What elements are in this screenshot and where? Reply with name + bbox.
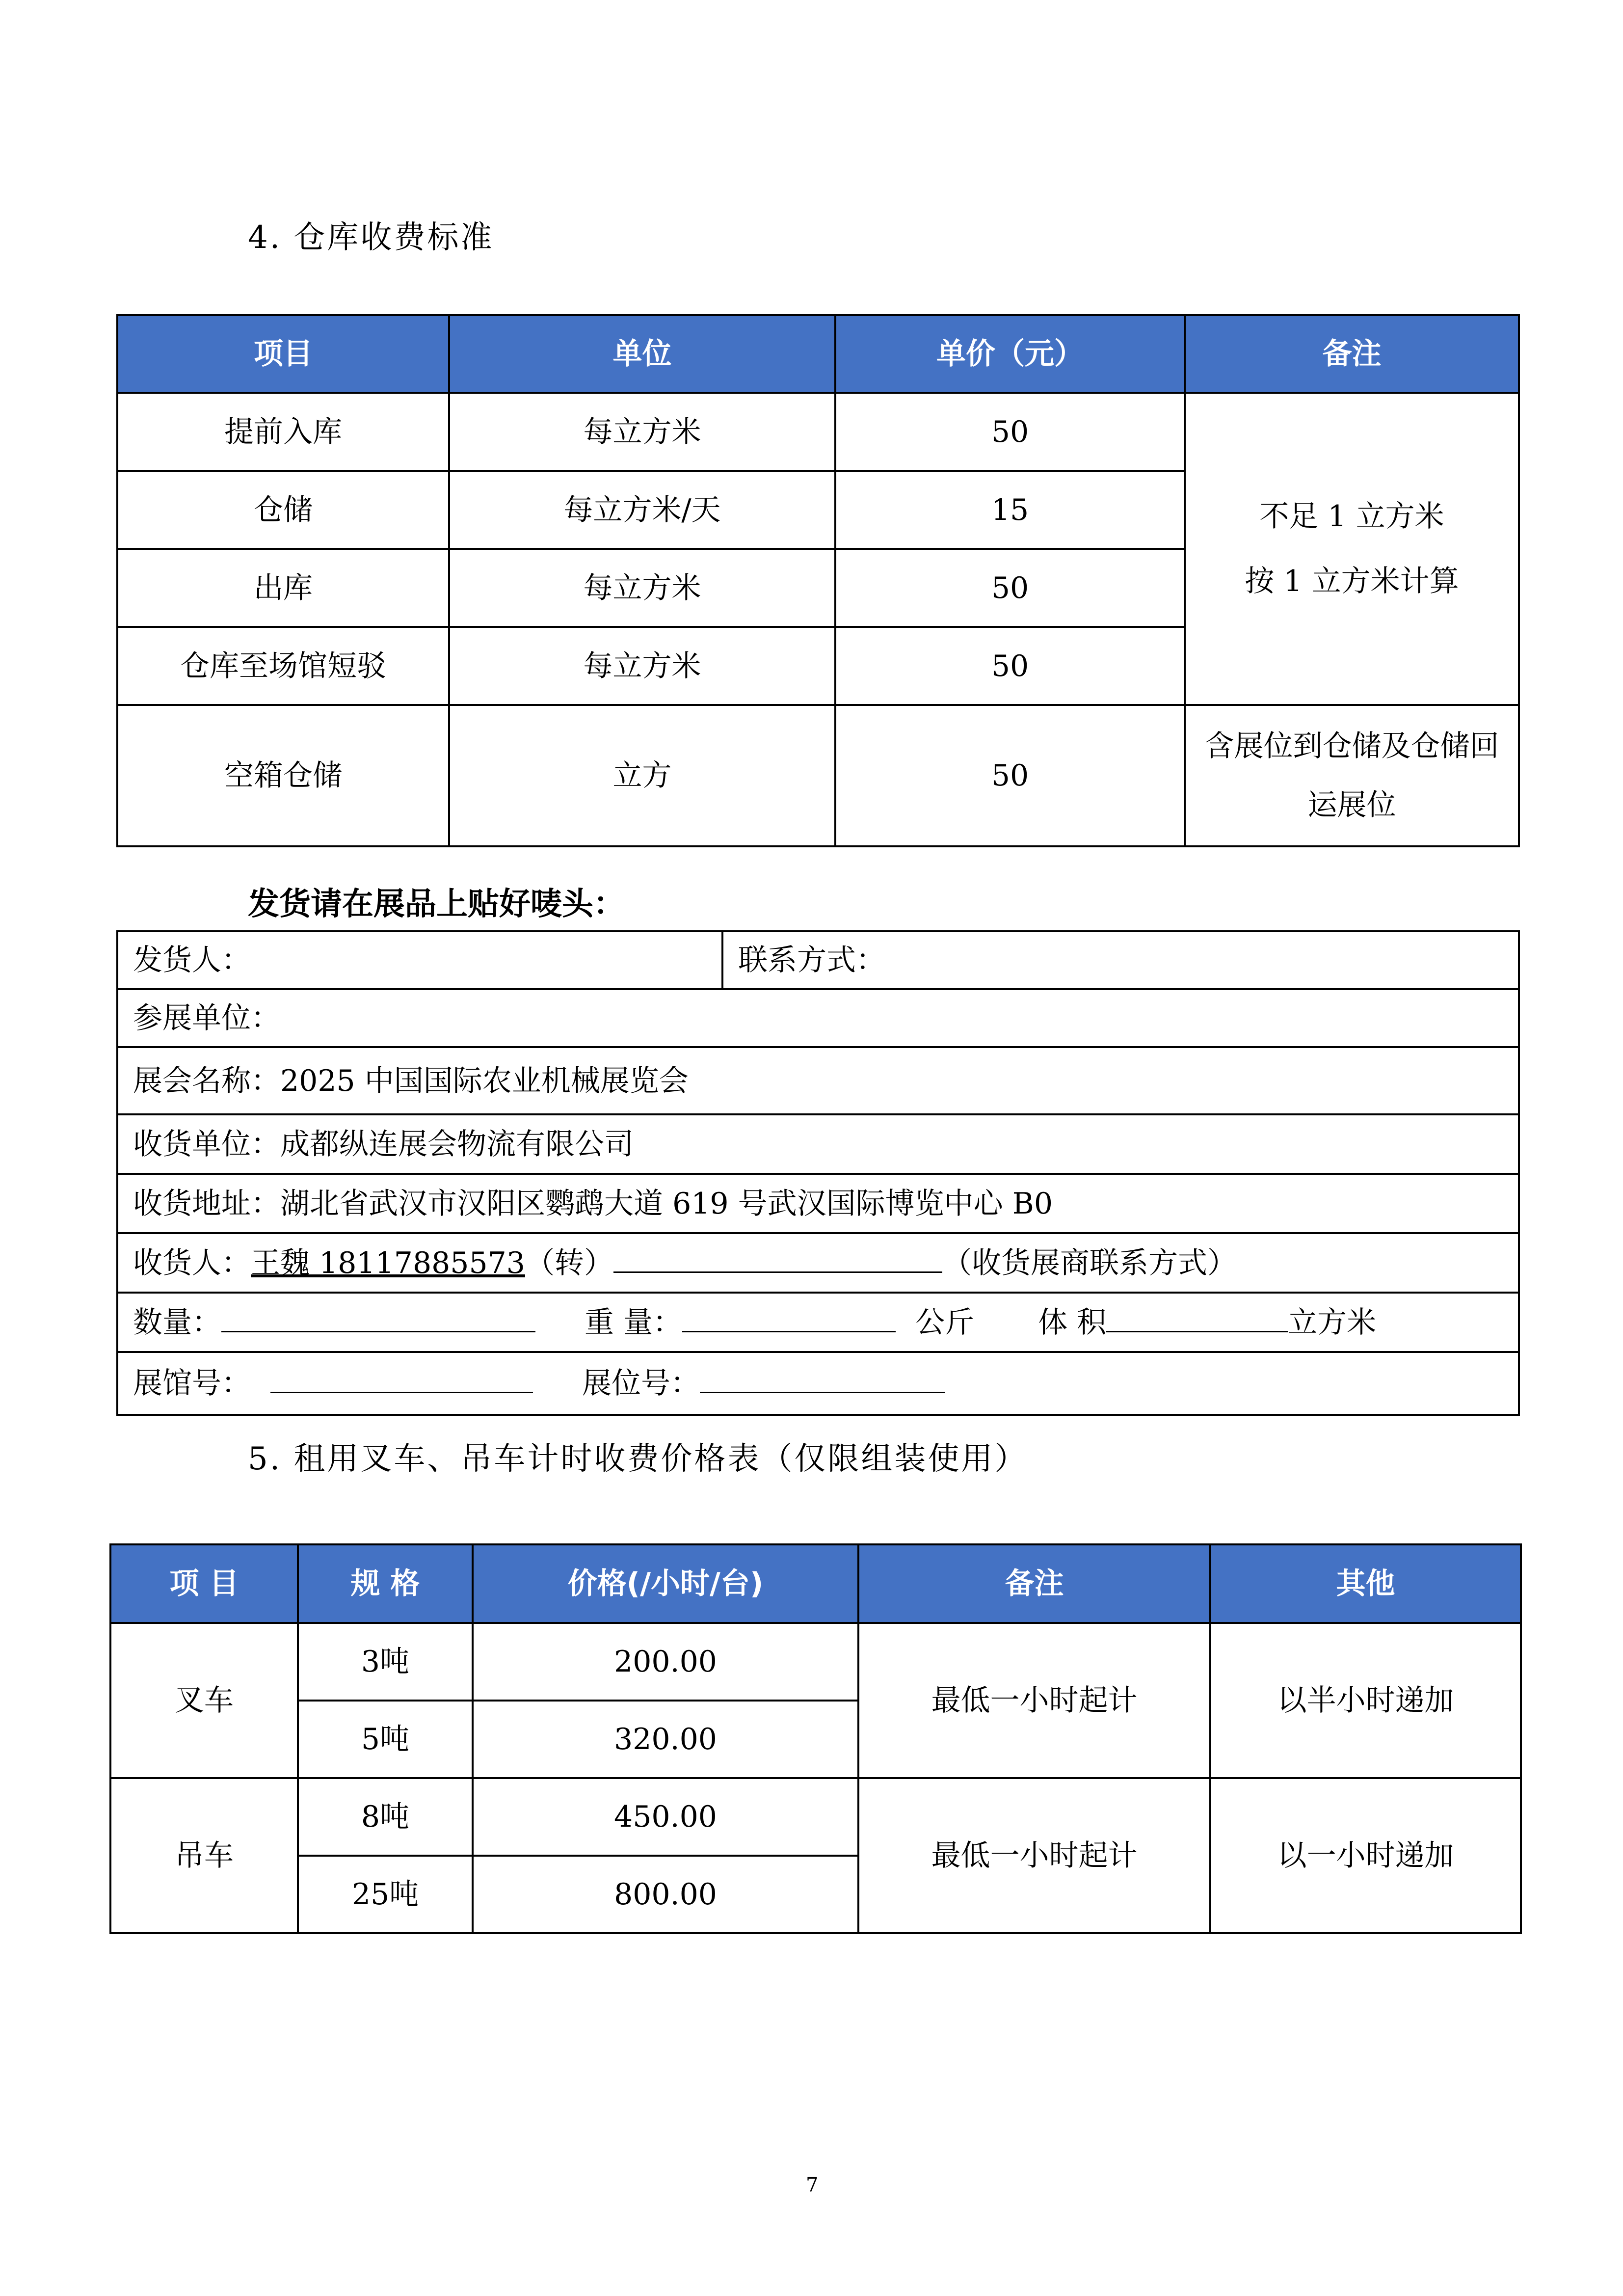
booth-blank-line [700,1362,945,1393]
booth-label: 展位号： [582,1366,700,1401]
table-row [110,1778,1521,1856]
cell-group-name: 叉车 [110,1623,298,1778]
cell-item: 出库 [117,549,449,627]
table-header-row [117,315,1519,393]
cell-unit: 立方 [449,705,835,846]
section-5-title: 5. 租用叉车、吊车计时收费价格表（仅限组装使用） [248,1441,1028,1477]
hall-label: 展馆号： [133,1366,251,1401]
cell-other: 以半小时递加 [1210,1623,1521,1778]
hall-cell [117,1352,1519,1415]
header-price: 单价（元） [835,315,1185,393]
cell-unit: 每立方米/天 [449,471,835,549]
cell-group-name: 吊车 [110,1778,298,1933]
consignee-unit-label: 收货单位： [133,1127,280,1162]
table-row [117,393,1519,471]
note-line-2: 按 1 立方米计算 [1245,564,1459,598]
table-row [117,705,1519,846]
table-row [117,989,1519,1047]
header-item: 项目 [117,315,449,393]
cell-price: 200.00 [473,1623,858,1701]
weight-unit: 公斤 [915,1305,975,1340]
cell-spec: 8吨 [298,1778,473,1856]
cell-price: 15 [835,471,1185,549]
quantity-cell [117,1293,1519,1352]
cell-item: 空箱仓储 [117,705,449,846]
cell-price: 50 [835,393,1185,471]
header-spec: 规 格 [298,1544,473,1623]
cell-price: 50 [835,705,1185,846]
hall-blank-line [270,1362,533,1393]
page-number: 7 [806,2174,819,2196]
volume-label: 体 积 [1038,1305,1107,1340]
receiver-label: 收货人： [133,1245,251,1280]
sender-cell [117,931,722,989]
header-unit: 单位 [449,315,835,393]
consignee-unit-cell [117,1114,1519,1174]
header-note: 备注 [858,1544,1210,1623]
receiver-value: 王魏 18117885573 [251,1245,525,1280]
volume-blank-line [1106,1301,1288,1332]
cell-spec: 25吨 [298,1856,473,1933]
warehouse-fee-table [116,314,1520,847]
receiver-cell [117,1233,1519,1293]
note-line-1: 含展位到仓储及仓储回 [1204,729,1499,763]
receiver-blank-line [613,1242,942,1273]
shipping-mark-table [116,930,1520,1416]
cell-other: 以一小时递加 [1210,1778,1521,1933]
contact-label: 联系方式： [738,943,885,977]
weight-blank-line [682,1301,896,1332]
address-value: 湖北省武汉市汉阳区鹦鹉大道 619 号武汉国际博览中心 B0 [280,1186,1053,1221]
header-price: 价格(/小时/台) [473,1544,858,1623]
section-4-title: 4. 仓库收费标准 [248,219,494,256]
table-row [117,1293,1519,1352]
table-row [117,931,1519,989]
cell-unit: 每立方米 [449,627,835,705]
contact-cell [722,931,1519,989]
quantity-label: 数量： [133,1305,221,1340]
quantity-blank-line [221,1301,535,1332]
cell-unit: 每立方米 [449,549,835,627]
exhibitor-label: 参展单位： [133,1001,280,1035]
cell-spec: 3吨 [298,1623,473,1701]
cell-item: 仓储 [117,471,449,549]
table-row [117,1233,1519,1293]
table-row [117,1174,1519,1233]
cell-price: 320.00 [473,1701,858,1778]
address-label: 收货地址： [133,1186,280,1221]
sender-label: 发货人： [133,943,251,977]
cell-note: 最低一小时起计 [858,1623,1210,1778]
cell-note: 最低一小时起计 [858,1778,1210,1933]
note-line-2: 运展位 [1307,788,1396,822]
address-cell [117,1174,1519,1233]
weight-label: 重 量： [585,1305,683,1340]
consignee-unit-value: 成都纵连展会物流有限公司 [280,1127,634,1162]
note-line-1: 不足 1 立方米 [1259,499,1444,534]
exhibitor-cell [117,989,1519,1047]
header-note: 备注 [1185,315,1519,393]
cell-item: 提前入库 [117,393,449,471]
receiver-transfer: （转） [525,1245,613,1280]
cell-note-merged [1185,393,1519,705]
shipping-mark-title: 发货请在展品上贴好唛头： [248,886,625,922]
header-item: 项 目 [110,1544,298,1623]
exhibition-label: 展会名称： [133,1063,280,1098]
table-header-row [110,1544,1521,1623]
table-row [110,1623,1521,1701]
cell-unit: 每立方米 [449,393,835,471]
cell-item: 仓库至场馆短驳 [117,627,449,705]
header-other: 其他 [1210,1544,1521,1623]
cell-spec: 5吨 [298,1701,473,1778]
cell-note-last [1185,705,1519,846]
table-row [117,1047,1519,1114]
receiver-note: （收货展商联系方式） [942,1245,1237,1280]
exhibition-value: 2025 中国国际农业机械展览会 [280,1063,689,1098]
equipment-rental-table [109,1543,1522,1934]
cell-price: 450.00 [473,1778,858,1856]
table-row [117,1352,1519,1415]
cell-price: 800.00 [473,1856,858,1933]
cell-price: 50 [835,627,1185,705]
exhibition-cell [117,1047,1519,1114]
cell-price: 50 [835,549,1185,627]
table-row [117,1114,1519,1174]
volume-unit: 立方米 [1288,1305,1377,1340]
